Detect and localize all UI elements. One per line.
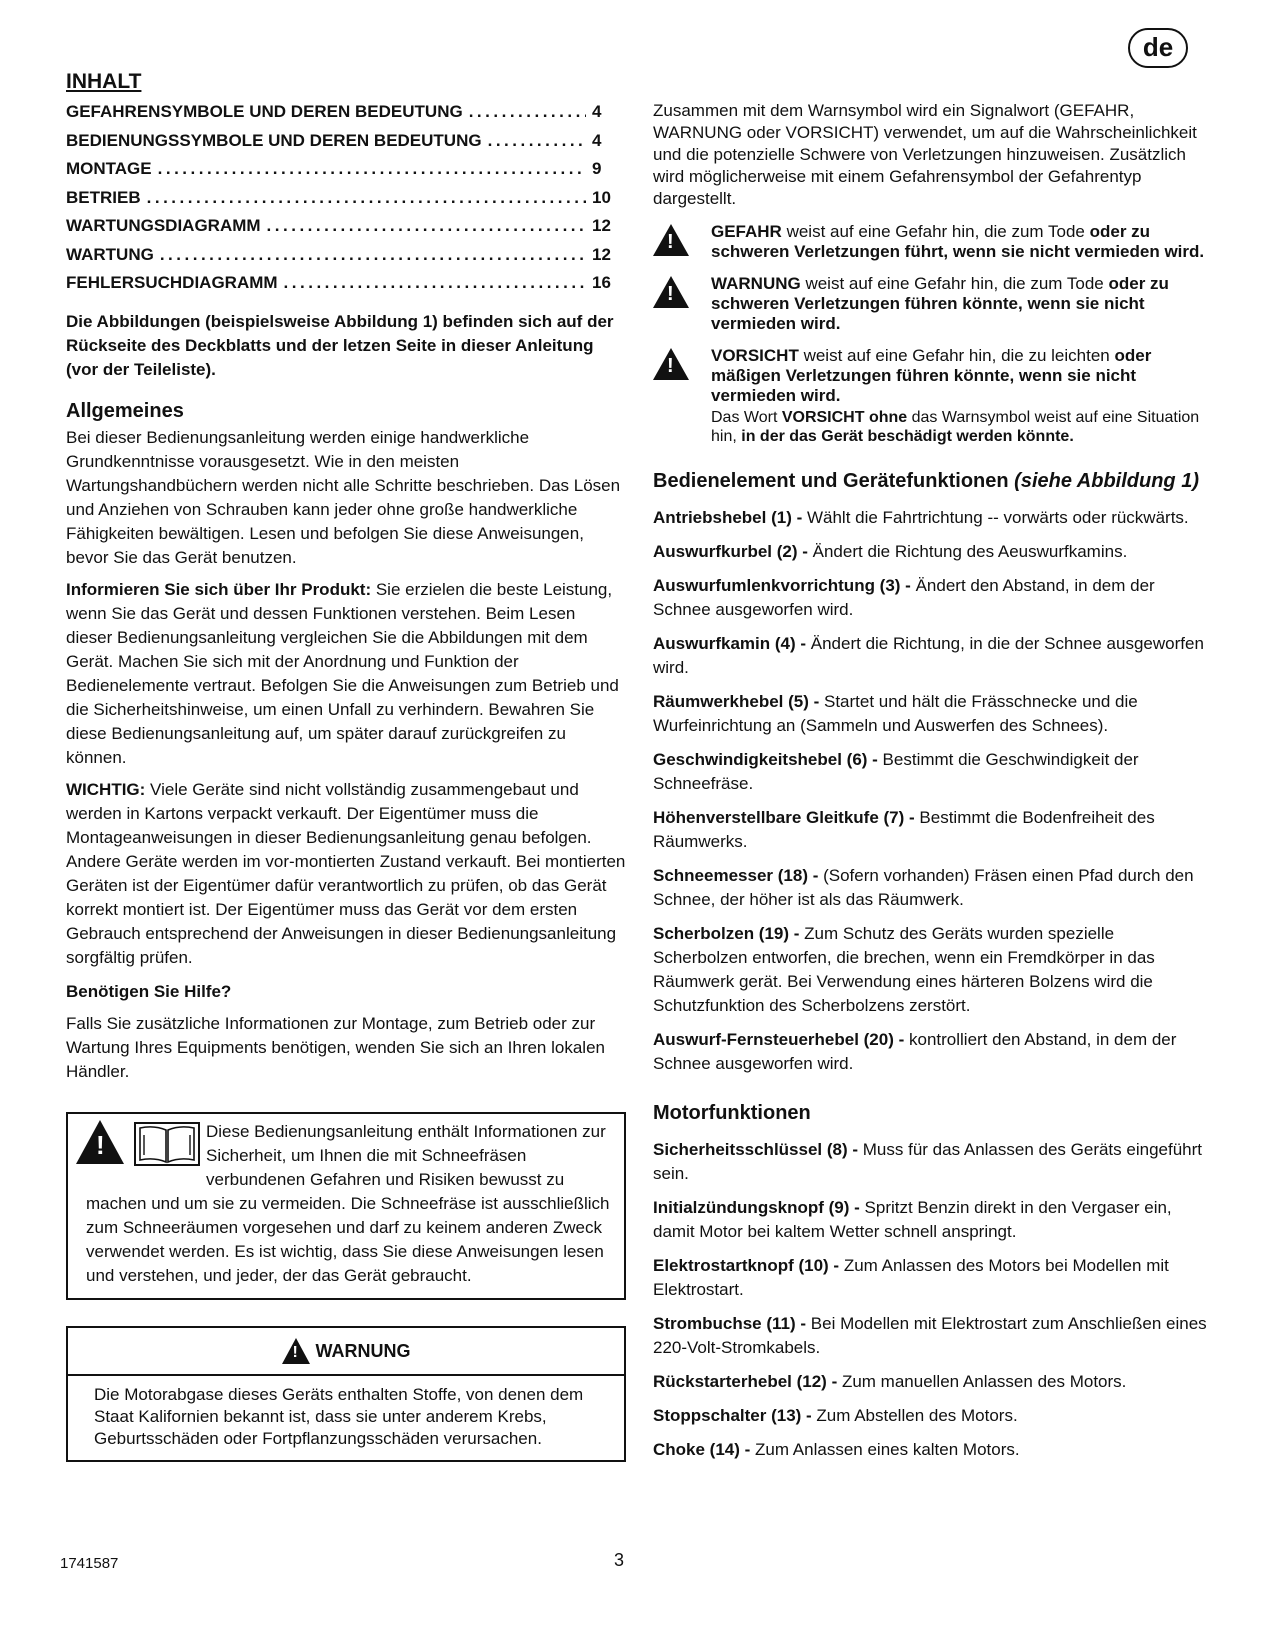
motor-item-name: Stoppschalter (13) - [653, 1406, 812, 1425]
warning-box-title: WARNUNG [315, 1340, 411, 1361]
vorsicht-note [711, 408, 1213, 446]
motor-item-text: Spritzt Benzin direkt in den Vergaser ein, damit Motor bei kaltem Wetter schnell anspringt. [653, 1198, 1172, 1241]
signal-warnung-text: weist auf eine Gefahr hin, die zum Tode [800, 274, 1109, 293]
motor-item-text: Zum Anlassen des Motors bei Modellen mit Elektrostart. [653, 1256, 1169, 1299]
figure-note: Die Abbildungen (beispielsweise Abbildung 1) befinden sich auf der Rückseite des Deckblatts und der letzen Seite in dieser Anleitung (vor der Teileliste). [66, 311, 614, 379]
control-item-text: Wählt die Fahrtrichtung -- vorwärts oder rückwärts. [802, 508, 1189, 527]
control-item-name: Geschwindigkeitshebel (6) - [653, 750, 878, 769]
control-item-name: Auswurfkurbel (2) - [653, 542, 808, 561]
important-paragraph [66, 778, 626, 970]
toc-item[interactable] [66, 155, 626, 184]
control-item-name: Höhenverstellbare Gleitkufe (7) - [653, 808, 915, 827]
signal-gefahr [653, 222, 1213, 262]
toc-item-page: 9 [592, 159, 602, 178]
toc-leader-dots [147, 184, 586, 213]
motor-list [653, 1138, 1213, 1462]
warning-box-header [68, 1328, 624, 1376]
control-item-name: Scherbolzen (19) - [653, 924, 800, 943]
help-paragraph: Falls Sie zusätzliche Informationen zur Montage, zum Betrieb oder zur Wartung Ihres Equipments benötigen, wenden Sie sich an Ihren lokalen Händler. [66, 1013, 605, 1081]
safety-manual-text: Diese Bedienungsanleitung enthält Informationen zur Sicherheit, um Ihnen die mit Schneefräsen verbundenen Gefahren und Risiken bewusst zu machen und um sie zu vermeiden. Die Schneefräse ist ausschließlich zum Schneeräumen vorgesehen und darf zu keinem anderen Zweck verwendet werden. Es ist wichtig, dass Sie diese Anweisungen lesen und verstehen, und jeder, der das Gerät gebraucht. [86, 1121, 610, 1285]
control-item [653, 506, 1213, 530]
motor-item-text: Bei Modellen mit Elektrostart zum Anschließen eines 220-Volt-Stromkabels. [653, 1314, 1207, 1357]
toc-item-page: 4 [592, 130, 602, 150]
toc-heading: INHALT [66, 70, 142, 93]
control-item-name: Schneemesser (18) - [653, 866, 819, 885]
motor-item-name: Strombuchse (11) - [653, 1314, 807, 1333]
toc-item-page: 12 [592, 216, 611, 235]
warning-box-text: Die Motorabgase dieses Geräts enthalten Stoffe, von denen dem Staat Kalifornien bekannt ist, dass sie unter anderem Krebs, Geburtsschäden oder Fortpflanzungsschäden verursachen. [94, 1384, 584, 1448]
control-item [653, 1028, 1213, 1076]
control-item [653, 748, 1213, 796]
toc-leader-dots [160, 241, 586, 270]
caution-triangle-icon [653, 348, 689, 380]
toc-leader-dots [158, 155, 586, 184]
table-of-contents [66, 98, 626, 298]
california-warning-box [66, 1326, 626, 1462]
warning-triangle-icon [282, 1338, 310, 1364]
motor-item [653, 1138, 1213, 1186]
signal-warnung [653, 274, 1213, 334]
motor-item-name: Initialzündungsknopf (9) - [653, 1198, 860, 1217]
product-paragraph-lead: Informieren Sie sich über Ihr Produkt: [66, 579, 372, 599]
motor-item [653, 1404, 1213, 1428]
control-item [653, 806, 1213, 854]
toc-item-title: BEDIENUNGSSYMBOLE UND DEREN BEDEUTUNG [66, 130, 482, 150]
controls-heading-text: Bedienelement und Gerätefunktionen [653, 470, 1015, 492]
warning-triangle-icon [653, 276, 689, 308]
signal-vorsicht [653, 346, 1213, 446]
control-item-text: kontrolliert den Abstand, in dem der Schnee ausgeworfen wird. [653, 1030, 1177, 1073]
control-item-name: Räumwerkhebel (5) - [653, 692, 820, 711]
motor-item [653, 1312, 1213, 1360]
toc-item-page: 10 [592, 187, 611, 207]
control-item [653, 574, 1213, 622]
motor-item-text: Muss für das Anlassen des Geräts eingeführt sein. [653, 1140, 1202, 1183]
section-heading-controls [653, 468, 1213, 494]
toc-item[interactable] [66, 98, 626, 127]
motor-item-text: Zum Anlassen eines kalten Motors. [750, 1440, 1020, 1459]
document-id: 1741587 [60, 1555, 119, 1572]
signal-warnung-word: WARNUNG [711, 274, 801, 293]
motor-item [653, 1438, 1213, 1462]
product-paragraph [66, 578, 626, 770]
safety-icons [76, 1120, 206, 1170]
control-item-name: Auswurfkamin (4) - [653, 634, 807, 653]
controls-heading-figure-ref: (siehe Abbildung 1) [1014, 470, 1199, 492]
control-item-text: Bestimmt die Bodenfreiheit des Räumwerks. [653, 808, 1155, 851]
toc-leader-dots [267, 212, 586, 241]
vorsicht-note-bold: VORSICHT ohne [781, 409, 908, 426]
control-item-name: Antriebshebel (1) - [653, 508, 803, 527]
motor-item-name: Rückstarterhebel (12) - [653, 1372, 838, 1391]
control-item-text: Startet und hält die Frässchnecke und die Wurfeinrichtung an (Sammeln und Auswerfen des Schnees). [653, 692, 1138, 735]
toc-item-title: FEHLERSUCHDIAGRAMM [66, 273, 278, 292]
toc-leader-dots [469, 98, 586, 127]
help-heading: Benötigen Sie Hilfe? [66, 981, 232, 1001]
toc-item[interactable] [66, 212, 626, 241]
motor-item [653, 1254, 1213, 1302]
page-number: 3 [614, 1550, 625, 1570]
important-paragraph-lead: WICHTIG: [66, 779, 146, 799]
toc-item-title: WARTUNG [66, 244, 154, 264]
safety-manual-box [66, 1112, 626, 1300]
signal-warnung-emphasis: oder zu schweren Verletzungen führen könnte, wenn sie nicht vermieden wird. [711, 274, 1169, 333]
motor-item [653, 1196, 1213, 1244]
control-item-text: Ändert die Richtung, in die der Schnee ausgeworfen wird. [653, 634, 1204, 677]
language-badge: de [1128, 28, 1188, 68]
product-paragraph-text: Sie erzielen die beste Leistung, wenn Sie das Gerät und dessen Funktionen verstehen. Beim Lesen dieser Bedienungsanleitung vergleichen Sie die Abbildungen mit dem Gerät. Machen Sie sich mit der Anordnung und Funktion der Bedienelemente vertraut. Befolgen Sie die Anweisungen zum Betrieb und die Sicherheitshinweise, um einen Unfall zu verhindern. Bewahren Sie diese Bedienungsanleitung auf, um später darauf zurückgreifen zu können. [66, 579, 619, 767]
control-item [653, 632, 1213, 680]
toc-item-page: 16 [592, 273, 611, 292]
signal-gefahr-word: GEFAHR [711, 222, 782, 241]
vorsicht-note-pre: Das Wort [711, 409, 782, 426]
control-item-text: Bestimmt die Geschwindigkeit der Schneefräse. [653, 750, 1139, 793]
toc-item[interactable] [66, 269, 626, 298]
control-item-text: Zum Schutz des Geräts wurden spezielle Scherbolzen entworfen, die brechen, wenn ein Fremdkörper in das Räumwerk gerät. Bei Verwendung eines härteren Bolzens wird die Schutzfunktion des Scherbolzens zerstört. [653, 924, 1155, 1015]
toc-item[interactable] [66, 184, 626, 213]
motor-item-name: Choke (14) - [653, 1440, 751, 1459]
control-item [653, 540, 1213, 564]
toc-item-title: WARTUNGSDIAGRAMM [66, 216, 261, 235]
control-item-name: Auswurf-Fernsteuerhebel (20) - [653, 1030, 905, 1049]
section-heading-motor: Motorfunktionen [653, 1102, 811, 1124]
toc-item[interactable] [66, 241, 626, 270]
motor-item [653, 1370, 1213, 1394]
signal-vorsicht-text: weist auf eine Gefahr hin, die zu leichten [798, 346, 1115, 365]
signal-word-intro: Zusammen mit dem Warnsymbol wird ein Signalwort (GEFAHR, WARNUNG oder VORSICHT) verwendet, um auf die Wahrscheinlichkeit und die potenzielle Schwere von Verletzungen hinzuweisen. Zusätzlich wird möglicherweise mit einem Gefahrensymbol der Gefahrentyp dargestellt. [653, 101, 1197, 208]
control-item [653, 922, 1213, 1018]
controls-list [653, 506, 1213, 1076]
open-book-icon [134, 1122, 200, 1166]
motor-item-text: Zum manuellen Anlassen des Motors. [837, 1372, 1127, 1391]
control-item-text: (Sofern vorhanden) Fräsen einen Pfad durch den Schnee, der höher ist als das Räumwerk. [653, 866, 1194, 909]
toc-item-title: GEFAHRENSYMBOLE UND DEREN BEDEUTUNG [66, 102, 463, 121]
control-item-name: Auswurfumlenkvorrichtung (3) - [653, 576, 911, 595]
control-item [653, 690, 1213, 738]
motor-item-name: Elektrostartknopf (10) - [653, 1256, 840, 1275]
signal-vorsicht-word: VORSICHT [711, 346, 799, 365]
toc-item-page: 12 [592, 244, 611, 264]
toc-item[interactable] [66, 127, 626, 156]
toc-leader-dots [284, 269, 586, 298]
motor-item-name: Sicherheitsschlüssel (8) - [653, 1140, 859, 1159]
signal-gefahr-text: weist auf eine Gefahr hin, die zum Tode [781, 222, 1090, 241]
toc-leader-dots [488, 127, 586, 156]
signal-gefahr-emphasis: oder zu schweren Verletzungen führt, wenn sie nicht vermieden wird. [711, 222, 1205, 261]
toc-item-title: MONTAGE [66, 159, 152, 178]
left-column [66, 68, 626, 1462]
control-item-text: Ändert die Richtung des Aeuswurfkamins. [807, 542, 1128, 561]
section-heading-allgemeines: Allgemeines [66, 399, 184, 422]
motor-item-text: Zum Abstellen des Motors. [811, 1406, 1018, 1425]
toc-item-page: 4 [592, 102, 602, 121]
vorsicht-note-text: das Warnsymbol weist auf eine Situation hin, [711, 409, 1200, 445]
important-paragraph-text: Viele Geräte sind nicht vollständig zusammengebaut und werden in Kartons verpackt verkauft. Der Eigentümer muss die Montageanweisungen in dieser Bedienungsanleitung genau befolgen. Andere Geräte werden im vor-montierten Zustand verkauft. Bei montierten Geräten ist der Eigentümer dafür verantwortlich zu prüfen, ob das Gerät korrekt montiert ist. Der Eigentümer muss das Gerät vor dem ersten Gebrauch entsprechend der Anweisungen in dieser Bedienungsanleitung sorgfältig prüfen. [66, 779, 626, 967]
control-item-text: Ändert den Abstand, in dem der Schnee ausgeworfen wird. [653, 576, 1155, 619]
general-paragraph: Bei dieser Bedienungsanleitung werden einige handwerkliche Grundkenntnisse vorausgesetzt. Wie in den meisten Wartungshandbüchern werden nicht alle Schritte beschrieben. Das Lösen und Anziehen von Schrauben kann jeder ohne große handwerkliche Fähigkeiten bewältigen. Lesen und befolgen Sie diese Anweisungen, bevor Sie das Gerät benutzen. [66, 427, 621, 567]
vorsicht-note-emphasis: in der das Gerät beschädigt werden könnte. [741, 428, 1074, 445]
toc-item-title: BETRIEB [66, 187, 141, 207]
warning-triangle-icon [76, 1120, 124, 1164]
right-column [653, 100, 1213, 1472]
control-item [653, 864, 1213, 912]
signal-vorsicht-emphasis: oder mäßigen Verletzungen führen könnte, wenn sie nicht vermieden wird. [711, 346, 1152, 405]
danger-triangle-icon [653, 224, 689, 256]
